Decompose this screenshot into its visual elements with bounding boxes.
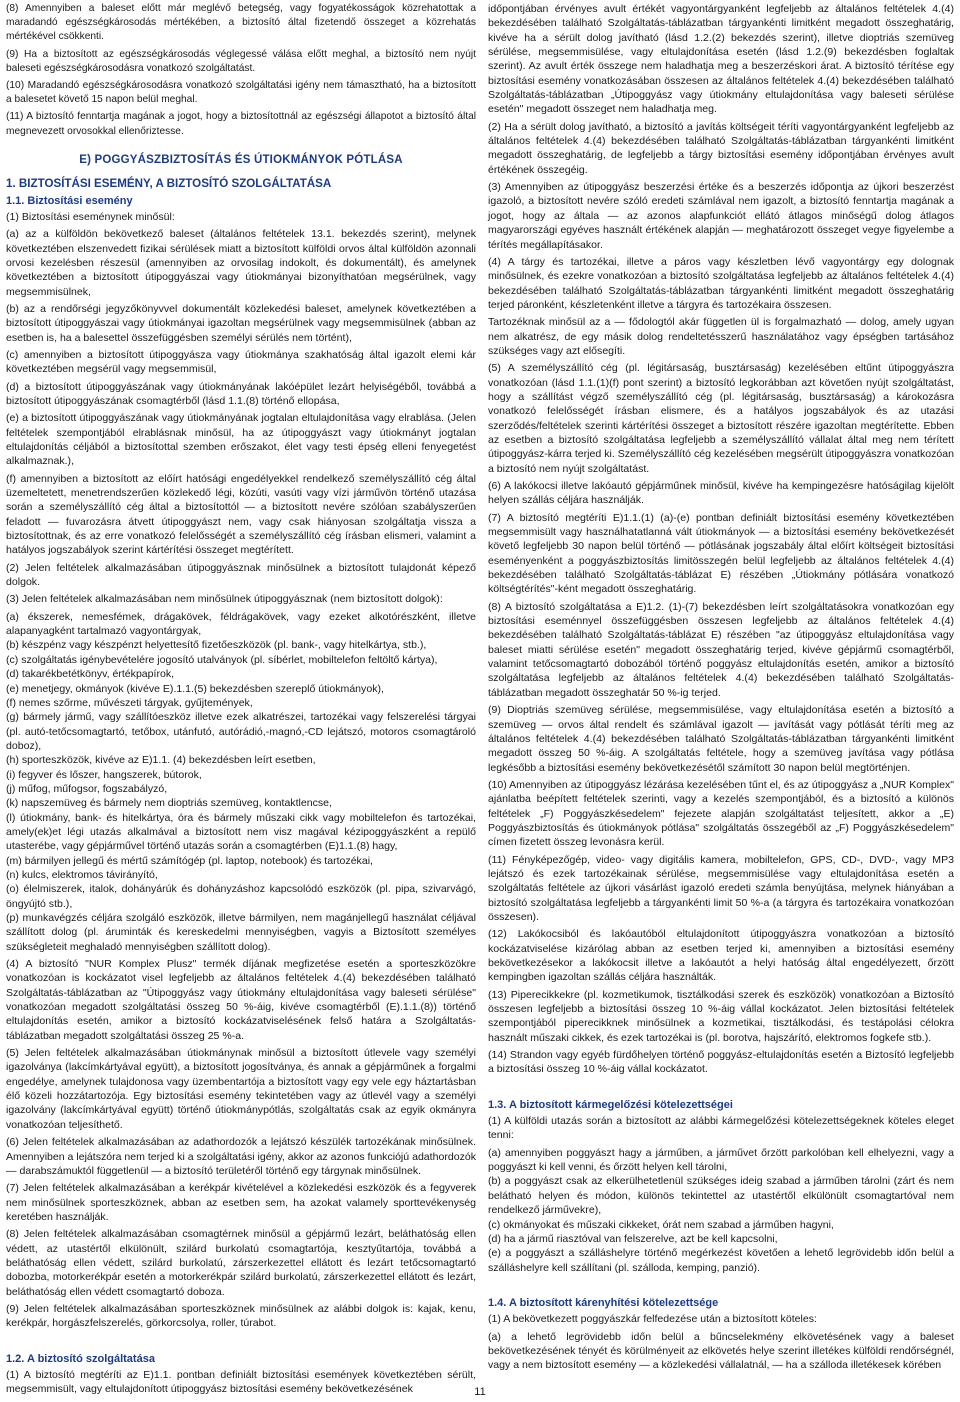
paragraph: (14) Strandon vagy egyéb fürdőhelyen történő poggyász-eltulajdonítás esetén a Biztosító legfeljebb a biztosítási összeg 10 %-áig vállal kockázatot. [488,1049,954,1076]
paragraph: (6) A lakókocsi illetve lakóautó gépjárműnek minősül, kivéve ha kempingezésre hatóságilag kijelölt helyen szállás céljára használják. [488,480,954,507]
list-item: (h) sporteszközök, kivéve az E)1.1. (4) bekezdésben leírt esetben, [6,754,316,767]
list-item: (b) az a rendőrségi jegyzőkönyvvel dokumentált közlekedési baleset, amelynek következtében a biztosított útipoggyászai vagy útiokmányai igazoltan megsérülnek vagy megsemmisülnek (abban az esetben is, ha a balesettel összefüggésben személyi sérülés nem történt), [6,302,476,344]
section-title: E) POGGYÁSZBIZTOSÍTÁS ÉS ÚTIOKMÁNYOK PÓTLÁSA [79,153,403,166]
paragraph: (8) Jelen feltételek alkalmazásában csomagtérnek minősül a gépjármű lezárt, beláthatóság ellen védett, az utastértől elkülönült, szilárd burkolatú csomagtartója, kesztyűtartója, továbbá a beláthatóság ellen védett, szilárd burkolatú, zárszerkezettel ellátott és lezárt tetőcsomagtartó dobozba, motorkerékpár esetén a motorkerékpár szilárd burkolatú, zárszerkezettel ellátott és lezárt, beláthatóság ellen védett csomagtartó doboza. [6,1228,476,1298]
heading-1-2: 1.2. A biztosító szolgáltatása [6,1352,155,1365]
paragraph: (4) A biztosító "NUR Komplex Plusz" termék díjának megfizetése esetén a sporteszközökre vonatkozóan is kockázatot visel legfeljebb az általános feltételek 4.(4) bekezdésében található Szolgáltatás-táblázatban az "Útipoggyász vagy útiokmány eltulajdonítása vagy baleseti sérülése" vonatkozóan megadott szolgáltatási összeg 50 %-áig, kivéve csomagtérből (E).1.1.(8)) történő eltulajdonítás esetén, amikor a biztosító kockázatviselésének felső határa a Szolgáltatás-táblázatban megadott szolgáltatási összeg 25 %-a. [6,958,476,1042]
paragraph: (3) Jelen feltételek alkalmazásában nem minősülnek útipoggyásznak (nem biztosított dolgok): [6,593,443,606]
paragraph: (12) Lakókocsiból és lakóautóból eltulajdonított útipoggyászra vonatkozóan a biztosító kockázatviselése kizárólag abban az esetben terjed ki, amennyiben a biztosítási esemény bekövetkezésekor a lakókocsit illetve a lakóautót a helyi hatóság által engedélyezett, őrzött kempingben igazoltan szállás céljára használták. [488,928,954,984]
list-item: (c) okmányokat és műszaki cikkeket, órát nem szabad a járműben hagyni, [488,1218,834,1231]
list-item: (e) menetjegy, okmányok (kivéve E).1.1.(5) bekezdésben szereplő útiokmányok), [6,682,384,695]
paragraph: (2) Jelen feltételek alkalmazásában útipoggyásznak minősülnek a biztosított tulajdonát képező dolgok. [6,561,476,589]
paragraph: (9) Dioptriás szemüveg sérülése, megsemmisülése, vagy eltulajdonítása esetén a biztosító a szemüveg — orvos által rendelt és számlával igazolt — javítását vagy pótlását téríti meg az általános feltételek 4.(4) bekezdésében található Szolgáltatás-táblázatban tárgyankénti limitként megadott összeg 50 %-áig. A szolgáltatás feltétele, hogy a szemüveg javítása vagy pótlása legkésőbb a biztosítási esemény bekövetkezésétől számított 30 napon belül megtörténjen. [488,704,954,774]
list-item: (j) műfog, műfogsor, fogszabályzó, [6,782,168,795]
paragraph: (1) A külföldi utazás során a biztosított az alábbi kármegelőzési kötelezettségeknek köteles eleget tenni: [488,1115,954,1142]
paragraph: időpontjában érvényes avult értékét vagyontárgyanként legfeljebb az általános feltételek 4.(4) bekezdésében található Szolgáltatás-táblázatban tárgyankénti limitként megadott összeghatárig, kivéve ha a sérült dolog javítható (lásd 1.2.(2) bekezdés szerint), illetve dioptriás szemüveg sérülése, megsemmisülése, vagy eltulajdonítása esetén (lásd 1.2.(9) bekezdésben foglaltak szerint). Az avult érték összege nem haladhatja meg a beszerzéskori árat. A biztosító térítése egy biztosítási esemény vonatkozásában összesen az általános feltételek 4.(4) bekezdésében található Szolgáltatás-táblázatban „Útipoggyász vagy útiokmány eltulajdonítása vagy baleseti sérülése esetén" megadott összeget nem haladhatja meg. [488,3,954,116]
paragraph: (3) Amennyiben az útipoggyász beszerzési értéke és a beszerzés időpontja az újkori beszerzést igazoló, a biztosított nevére szóló eredeti számlával nem igazolt, a biztosító fenntartja magának a jogot, hogy az általa — az azonos alapfunkciót ellátó átlagos minőségű dolog átlagos magyarországi egyéves használt értékének alapján — meghatározott összeget vegye figyelembe a térítés megállapításakor. [488,181,954,251]
paragraph: (11) A biztosító fenntartja magának a jogot, hogy a biztosítottnál az egészségi állapotot a biztosító által megnevezett orvosokkal ellenőriztesse. [6,111,476,137]
list-item: (c) szolgáltatás igénybevételére jogosító utalványok (pl. síbérlet, mobiltelefon feltöltő kártya), [6,653,438,666]
list-item: (f) nemes szőrme, művészeti tárgyak, gyűjtemények, [6,696,253,709]
list-item: (p) munkavégzés céljára szolgáló eszközök, illetve bármilyen, nem magánjellegű használat céljával szállított dolog (pl. áruminták és kereskedelmi mennyiségben, vagyis a Biztosított személyes szükségleteit meghaladó mennyiségben szállított dolog). [6,912,476,953]
list-item: (a) a lehető legrövidebb időn belül a bűncselekmény elkövetésének vagy a baleset bekövetkezésének tényét és körülményeit az elkövetés helye szerint illetékes külföldi rendőrségnél, vagy a nem biztosított esemény — a közlekedési vállalatnál, — ha a szálloda illetékesek körében [488,1330,954,1372]
list-item: (a) ékszerek, nemesfémek, drágakövek, féldrágakövek, vagy ezeket alkotórészként, illetve alapanyagként tartalmazó vagyontárgyak, [6,610,476,638]
list-item: (b) a poggyászt csak az elkerülhetetlenül szükséges ideig szabad a járműben tárolni (zárt és nem belátható helyen és módon, különös tekintettel az utastértől elkülönült csomagtartóval nem rendelkező járművekre), [488,1175,954,1217]
paragraph: (2) Ha a sérült dolog javítható, a biztosító a javítás költségeit téríti vagyontárgyanként legfeljebb az általános feltételek 4.(4) bekezdésében található Szolgáltatás-táblázatban tárgyankénti limitként megadott összeghatárig, de legfeljebb a tárgy biztosítási esemény időpontjában érvényes avult értékének összegéig. [488,120,954,176]
list-item: (o) élelmiszerek, italok, dohányárúk és dohányzáshoz kapcsolódó eszközök (pl. pipa, szivarvágó, öngyújtó stb.), [6,883,476,910]
list-item: (m) bármilyen jellegű és mértű számítógép (pl. laptop, notebook) és tartozékai, [6,854,373,867]
paragraph: (7) Jelen feltételek alkalmazásában a kerékpár kivételével a közlekedési eszközök és a fegyverek nem minősülnek sporteszköznek, abban az esetben sem, ha azokat valamely sporttevékenység keretében használják. [6,1182,476,1223]
paragraph: (9) Jelen feltételek alkalmazásában sporteszköznek minősülnek az alábbi dolgok is: kajak, kenu, kerékpár, horgászfelszerelés, görkorcsolya, roller, túrabot. [6,1302,476,1330]
heading-1-1: 1.1. Biztosítási esemény [6,194,133,207]
list-item: (l) útiokmány, bank- és hitelkártya, óra és bármely műszaki cikk vagy mobiltelefon és tartozékai, amely(ek)et légi utazás alkalmával a biztosított nem visz magával kézipoggyászként a repülő utasterébe, vagy gépjárművel történő utazás során a csomagtérben (E)1.1.(8) hagy, [6,811,476,853]
heading-1: 1. BIZTOSÍTÁSI ESEMÉNY, A BIZTOSÍTÓ SZOLGÁLTATÁSA [6,177,332,191]
list-item: (i) fegyver és lőszer, hangszerek, bútorok, [6,768,202,781]
page-number: 11 [474,1386,486,1398]
list-item: (b) készpénz vagy készpénzt helyettesítő fizetőeszközök (pl. bank-, vagy hitelkártya, stb.), [6,639,427,652]
left-column [6,2,476,1400]
paragraph: Tartozéknak minősül az a — fődologtól akár független ül is forgalmazható — dolog, amely ugyan nem alkatrész, de egy másik dolog rendeltetésszerű használatához vagy épségben tartásához szükséges vagy azt elősegíti. [488,316,954,357]
paragraph: (4) A tárgy és tartozékai, illetve a páros vagy készletben lévő vagyontárgy egy dolognak minősülnek, és ezekre vonatkozóan a biztosító szolgáltatása legfeljebb az általános feltételek 4.(4) bekezdésében található Szolgáltatás-táblázatban tárgyankénti limitként megadott összeghatárig terjed páronként, készletenként illetve a tárgyra és tartozékaira összesen. [488,255,954,311]
paragraph: (5) Jelen feltételek alkalmazásában útiokmánynak minősül a biztosított útlevele vagy személyi igazolványa (lakcímkártyával együtt), a biztosított jogosítványa, és annak a gépjárműnek a forgalmi engedélye, amelynek tulajdonosa vagy üzembentartója a biztosított vagy egy vele egy háztartásban élő közeli hozzátartozója. Egy biztosítási esemény tekintetében vagy az útlevél vagy a személyi igazolvány (lakcímkártyával együtt) történő útiokmánypótlás, szolgáltatás csak az egyik okmányra vonatkozóan teljesíthető. [6,1047,476,1131]
list-item: (a) az a külföldön bekövetkező baleset (általános feltételek 13.1. bekezdés szerint), melynek következtében elszenvedett fizikai sérülések miatt a biztosított külföldi orvos által külföldön azonnali orvosi kezelésben részesül (amennyiben az orvosilag indokolt, és dokumentált), és amelynek következtében a biztosított útipoggyászai vagy útiokmányai bizonyíthatóan megsérülnek, vagy megsemmisülnek, [6,228,476,298]
paragraph: (5) A személyszállító cég (pl. légitársaság, busztársaság) kezelésében eltűnt útipoggyászra vonatkozóan (lásd 1.1.(1)(f) pont szerint) a biztosító legkorábban azt követően nyújt szolgáltatást, hogy a szállítást végző személyszállító cég (pl. légitársaság, busztársaság) a károkozásra vonatkozó felelősségét írásban elismere, és a hatályos jogszabályok és az utazási szerződés/feltételek szerinti kártérítési összeget a biztosított részére igazoltan megtérítette. Ebben az esetben a biztosító szolgáltatása legfeljebb a személyszállító vállalat által meg nem térített útipoggyász-kárra terjed ki. Személyszállító cég kezelésében megsérült útipoggyászra vonatkozóan a biztosító nem nyújt szolgáltatást. [488,362,954,475]
list-item: (c) amennyiben a biztosított útipoggyásza vagy útiokmánya szakhatóság által igazolt elemi kár következtében megsérül vagy megsemmisül, [6,348,476,376]
paragraph: (9) Ha a biztosított az egészségkárosodás véglegessé válása előtt meghal, a biztosító nem nyújt baleseti egészségkárosodásra vonatkozó szolgáltatást. [6,48,476,74]
paragraph: (10) Amennyiben az útipoggyász lézárása kezelésében tűnt el, és az útipoggyász a „NUR Komplex" ajánlatba beépített feltételek szerinti, vagy a kezelés szempontjából, és a biztosító a különös feltételek „F) Poggyászkésedelem" fejezete alapján szolgáltatást teljesített, akkor a „E) Poggyászbiztosítás és útiokmányok pótlása" szolgáltatás összegéből az „F) Poggyászkésedelem" címen fizetett összeg levonásra kerül. [488,778,954,849]
paragraph: (8) A biztosító szolgáltatása a E)1.2. (1)-(7) bekezdésben leírt szolgáltatásokra vonatkozóan egy biztosítási eseménnyel összefüggésben összesen legfeljebb az általános feltételek 4.(4) bekezdésében található Szolgáltatás-táblázat E) részében "az útipoggyász eltulajdonítása vagy baleset miatti sérülése esetén" megadott összeghatárig terjed, kivéve gépjármű csomagtérből, valamint tetőcsomagtartó dobozából történő poggyász eltulajdonítás esetén, amikor a biztosító szolgáltatása legfeljebb az általános feltételek 4.(4) bekezdésében található Szolgáltatás-táblázatban megadott összeghatár 50 %-ig terjed. [488,600,954,699]
paragraph: (7) A biztosító megtéríti E)1.1.(1) (a)-(e) pontban definiált biztosítási esemény következtében megsemmisült vagy használhatatlanná vált útiokmányok — a biztosítási esemény bekövetkezését követő legfeljebb 30 napon belül történő — pótlásának jogszabály által előírt költségeit biztosítási eseményenként a poggyászbiztosítás limitösszegén belül legfeljebb az általános feltételek 4.(4) bekezdésében található Szolgáltatás-táblázat E) részében „Útiokmány pótlására vonatkozó költségtérítés"-ként megadott összeghatárig. [488,511,954,596]
paragraph: (1) Biztosítási eseménynek minősül: [6,210,175,223]
list-item: (e) a poggyászt a szálláshelyre történő megérkezést követően a lehető legrövidebb időn belül a szálláshelyre kell szállítani (pl. szálloda, kemping, panzió). [488,1247,954,1274]
list-item: (g) bármely jármű, vagy szállítóeszköz illetve ezek alkatrészei, tartozékai vagy felszerelési tárgyai (pl. autó-tetőcsomagtartó, tetőbox, utánfutó, autórádió,-magnó,-CD lejátszó, motoros csomagtároló doboz), [6,711,476,752]
list-item: (a) amennyiben poggyászt hagy a járműben, a járművet őrzött parkolóban kell elhelyezni, vagy a poggyászt ki kell venni, és őrzött helyen kell tárolni, [488,1146,954,1174]
paragraph: (13) Piperecikkekre (pl. kozmetikumok, tisztálkodási szerek és eszközök) vonatkozóan a Biztosító összesen legfeljebb a biztosítási összeg 10 %-áig vállal kockázatot. Jelen biztosítási feltételek szempontjából piperecikknek minősülnek a kozmetikai, tisztálkodási, és testápolási célokra használt műszaki cikkek, és ezek tartozékai is (pl. borotva, hajszárító, elektromos fogkefe stb.). [488,988,954,1044]
heading-1-4: 1.4. A biztosított kárenyhítési kötelezettsége [488,1296,719,1309]
list-item: (d) takarékbetétkönyv, értékpapírok, [6,668,175,681]
paragraph: (8) Amennyiben a baleset előtt már meglévő betegség, vagy fogyatékosságok közrehatottak a maradandó egészségkárosodás mértékében, a biztosító által fizetendő összeget a közrehatás mértékével csökkenti. [6,3,476,43]
list-item: (k) napszemüveg és bármely nem dioptriás szemüveg, kontaktlencse, [6,797,332,810]
heading-1-3: 1.3. A biztosított kármegelőzési kötelezettségei [488,1098,733,1111]
paragraph: (6) Jelen feltételek alkalmazásában az adathordozók a lejátszó készülék tartozékának minősülnek. Amennyiben a lejátszóra nem terjed ki a szolgáltatási igény, akkor az azonos funkciójú adathordozók — darabszámuktól függetlenül — a biztosító területéről történő egy tárgynak minősülnek. [6,1136,476,1177]
paragraph: (1) A biztosító megtéríti az E)1.1. pontban definiált biztosítási események következtében sérült, megsemmisült, vagy eltulajdonított útipoggyász biztosítási esemény bekövetkezésének [6,1368,476,1396]
list-item: (n) kulcs, elektromos távirányító, [6,868,158,881]
paragraph: (10) Maradandó egészségkárosodásra vonatkozó szolgáltatási igény nem támasztható, ha a biztosított a balesetet követő 15 napon belül meghal. [6,80,476,106]
paragraph: (1) A bekövetkezett poggyászkár felfedezése után a biztosított köteles: [488,1313,817,1326]
paragraph: (11) Fényképezőgép, video- vagy digitális kamera, mobiltelefon, GPS, CD-, DVD-, vagy MP3 lejátszó és ezek tartozékainak sérülése, megsemmisülése vagy eltulajdonítása esetén a szolgáltatás feltétele az újkori vásárlást igazoló eredeti számla benyújtása, melynek hiányában a biztosító szolgáltatása legfeljebb a tárgyankénti limit 50 %-a (a tárgyra és tartozékaira vonatkozóan összesen). [488,853,954,923]
right-column [488,2,954,1376]
list-item: (e) a biztosított útipoggyászának vagy útiokmányának jogtalan eltulajdonítása vagy elrablása. (Jelen feltételek szempontjából elrablásnak minősül, ha az útipoggyászt vagy útiokmányt jogtalan eltulajdonítás céljából a biztosítottal szemben erőszakot, élet vagy testi épség elleni fenyegetést alkalmaznak.), [6,412,476,468]
list-item: (d) ha a jármű riasztóval van felszerelve, azt be kell kapcsolni, [488,1232,778,1245]
list-item: (f) amennyiben a biztosított az előírt hatósági engedélyekkel rendelkező személyszállító cég által üzemeltetett, menetrendszerűen közlekedő légi, közúti, vasúti vagy vízi járművön történő utazása során a személyszállító cég által a biztosítottól — a biztosított nevére szólóan szabályszerűen feladott — fuvarozásra átvett útipoggyászt nem, vagy csak hiányosan szolgáltatja vissza a biztosítottnak, és az erre vonatkozó felelősségét a személyszállító cég írásban elismeri, valamint a hatályos jogszabályok szerint kártérítési összeget megtérített. [6,472,476,557]
list-item: (d) a biztosított útipoggyászának vagy útiokmányának lakóépület lezárt helyiségéből, továbbá a biztosított útipoggyászának csomagtérből (lásd 1.1.(8) történő ellopása, [6,380,476,407]
